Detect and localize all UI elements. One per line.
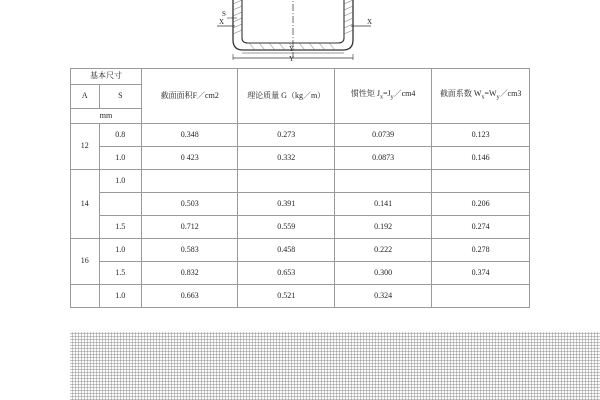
cell-modulus: 0.274: [432, 216, 530, 239]
cell-mass: 0.273: [238, 124, 334, 147]
cell-inertia: 0.0873: [334, 147, 431, 170]
cell-s: 0.8: [99, 124, 141, 147]
header-col-a: A: [71, 85, 100, 109]
header-mass: 理论质量 G（kg／m）: [238, 69, 334, 124]
label-s: S: [222, 10, 226, 18]
cell-mass: 0.559: [238, 216, 334, 239]
cell-modulus: 0.278: [432, 239, 530, 262]
header-unit: mm: [71, 109, 142, 124]
table-row: [71, 147, 530, 170]
label-y-inner: Y: [289, 45, 295, 53]
cell-modulus: [432, 170, 530, 193]
cell-inertia: 0.141: [334, 193, 431, 216]
table-row: [71, 239, 530, 262]
label-x-left: X: [219, 18, 225, 26]
cell-s: 1.5: [99, 216, 141, 239]
cell-inertia: 0.0739: [334, 124, 431, 147]
cell-inertia: 0.222: [334, 239, 431, 262]
table-row: [71, 285, 530, 308]
label-x-right: X: [367, 18, 373, 26]
cell-mass: 0.653: [238, 262, 334, 285]
cell-area: 0.663: [141, 285, 237, 308]
cell-modulus: 0.146: [432, 147, 530, 170]
table-row: [71, 170, 530, 193]
section-diagram: [215, 0, 395, 62]
specification-table: [70, 68, 530, 308]
scan-noise-margin: [0, 332, 70, 400]
cell-s: 1.0: [99, 239, 141, 262]
table-row: [71, 262, 530, 285]
header-col-s: S: [99, 85, 141, 109]
header-area: 截面面积F／cm2: [141, 69, 237, 124]
cell-s: [99, 193, 141, 216]
cell-mass: [238, 170, 334, 193]
header-inertia: 惯性矩 $J_x=J_y/cm4$: [334, 69, 431, 124]
cell-s: 1.0: [99, 285, 141, 308]
cell-area: [141, 170, 237, 193]
cell-mass: 0.332: [238, 147, 334, 170]
cell-modulus: [432, 285, 530, 308]
cell-inertia: 0.300: [334, 262, 431, 285]
cell-inertia: [334, 170, 431, 193]
cell-a: 16: [71, 239, 100, 285]
cell-area: 0.348: [141, 124, 237, 147]
cell-s: 1.0: [99, 147, 141, 170]
cell-area: 0.503: [141, 193, 237, 216]
table-row-header-basic: [71, 69, 530, 85]
cell-area: 0.832: [141, 262, 237, 285]
header-modulus: 截面系数 $W_x=W_y/cm3$: [432, 69, 530, 124]
cell-modulus: 0.206: [432, 193, 530, 216]
spec-table-wrap: [70, 68, 530, 308]
cell-mass: 0.458: [238, 239, 334, 262]
cell-modulus: 0.123: [432, 124, 530, 147]
channel-profile-svg: [215, 0, 395, 62]
cell-inertia: 0.324: [334, 285, 431, 308]
cell-a: 14: [71, 170, 100, 239]
table-row: [71, 216, 530, 239]
table-row: [71, 193, 530, 216]
cell-a: 12: [71, 124, 100, 170]
cell-mass: 0.391: [238, 193, 334, 216]
cell-mass: 0.521: [238, 285, 334, 308]
label-y-bottom: Y: [289, 55, 295, 62]
header-basic-size: 基本尺寸: [71, 69, 142, 85]
cell-area: 0.583: [141, 239, 237, 262]
table-row: [71, 124, 530, 147]
cell-s: 1.5: [99, 262, 141, 285]
cell-modulus: 0.374: [432, 262, 530, 285]
cell-s: 1.0: [99, 170, 141, 193]
scan-noise-band: [0, 332, 600, 400]
cell-inertia: 0.192: [334, 216, 431, 239]
cell-a: [71, 285, 100, 308]
cell-area: 0 423: [141, 147, 237, 170]
cell-area: 0.712: [141, 216, 237, 239]
